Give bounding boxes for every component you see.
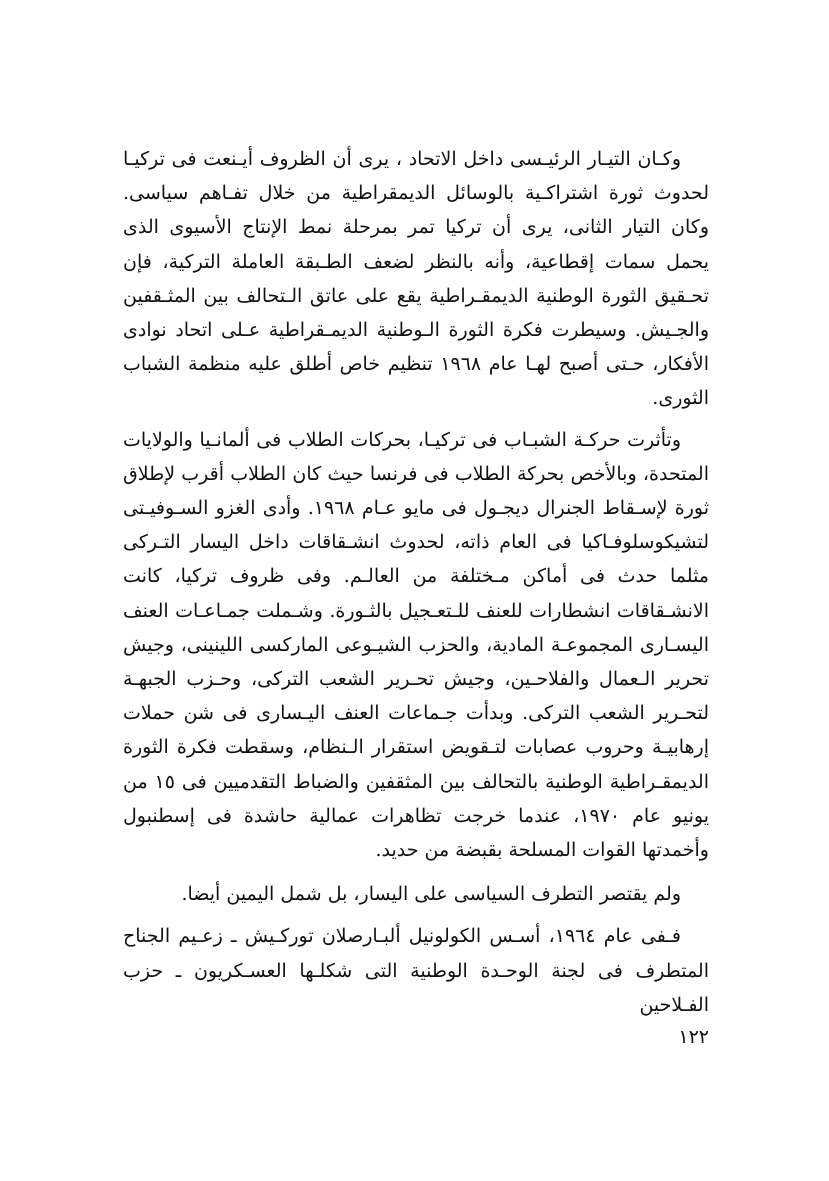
- body-text: [123, 142, 709, 1022]
- paragraph-2: وتأثرت حركـة الشبـاب فى تركيـا، بحركات الطلاب فى ألمانـيا والولايات المتحدة، وبالأخص بحركة الطلاب فى فرنسا حيث كان الطلاب أقرب لإطلاق ثورة لإسـقاط الجنرال ديجـول فى مايو عـام ١٩٦٨. وأدى الغزو السـوفيـتى لتشيكوسلوفـاكيا فى العام ذاته، لحدوث انشـقاقات داخل اليسار التـركى مثلما حدث فى أماكن مـختلفة من العالـم. وفى ظروف تركيا، كانت الانشـقاقات انشطارات للعنف للـتعـجيل بالثـورة. وشـملت جمـاعـات العنف اليسـارى المجموعـة المادية، والحزب الشيـوعى الماركسى اللينينى، وجيش تحرير الـعمال والفلاحـين، وجيش تحـرير الشعب التركى، وحـزب الجبهـة لتحـرير الشعب التركى. وبدأت جـماعات العنف اليـسارى فى شن حملات إرهابيـة وحروب عصابات لتـقويض استقرار الـنظام، وسقطت فكرة الثورة الديمقـراطية الوطنية بالتحالف بين المثقفين والضباط التقدميين فى ١٥ من يونيو عام ١٩٧٠، عندما خرجت تظاهرات عمالية حاشدة فى إسطنبول وأخمدتها القوات المسلحة بقبضة من حديد.: [123, 428, 709, 862]
- paragraph-3: ولم يقتصر التطرف السياسى على اليسار، بل شمل اليمين أيضا.: [181, 883, 681, 906]
- paragraph-1: وكـان التيـار الرئيـسى داخل الاتحاد ، يرى أن الظروف أيـنعت فى تركيـا لحدوث ثورة اشتراكـية بالوسائل الديمقراطية من خلال تفـاهم سياسى. وكان التيار الثانى، يرى أن تركيا تمر بمرحلة نمط الإنتاج الأسيوى الذى يحمل سمات إقطاعية، وأنه بالنظر لضعف الطـبقة العاملة التركية، فإن تحـقيق الثورة الوطنية الديمقـراطية يقع على عاتق الـتحالف بين المثـقفين والجـيش. وسيطرت فكرة الثورة الـوطنية الديمـقراطية عـلى اتحاد نوادى الأفكار، حـتى أصبح لهـا عام ١٩٦٨ تنظيم خاص أطلق عليه منظمة الشباب الثورى.: [123, 148, 709, 410]
- page-number: ١٢٢: [678, 1026, 709, 1048]
- paragraph-4: فـفى عام ١٩٦٤، أسـس الكولونيل ألبـارصلان توركـيش ـ زعـيم الجناح المتطرف فى لجنة الوحـدة الوطنية التى شكلـها العسـكريون ـ حزب الفـلاحين: [123, 925, 709, 1016]
